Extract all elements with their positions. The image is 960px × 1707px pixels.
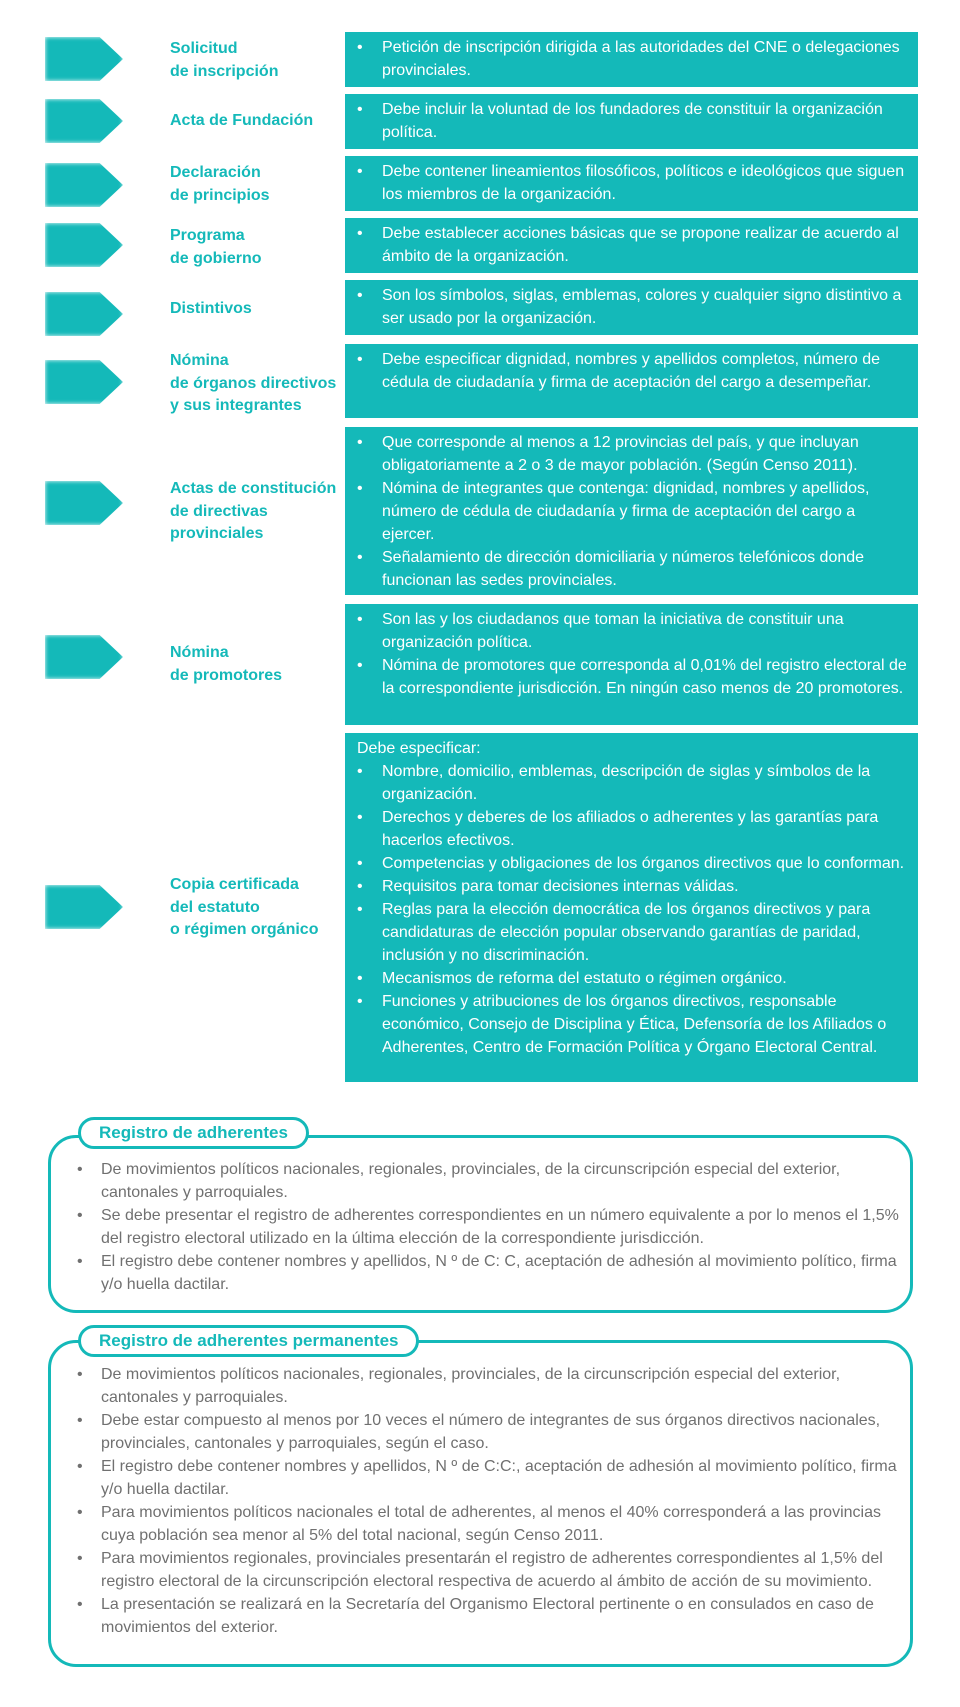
requirement-title-line: de directivas <box>170 502 268 520</box>
registry-bullet: • De movimientos políticos nacionales, regionales, provinciales, de la circunscripción especial del exterior, cantonales y parroquiales. <box>51 1158 910 1204</box>
requirement-bullet-list <box>357 348 912 394</box>
arrow-icon <box>45 37 123 81</box>
requirement-title <box>170 225 345 270</box>
arrow-icon <box>45 635 123 679</box>
requirement-detail-box <box>345 156 918 211</box>
requirement-title-line: de gobierno <box>170 249 262 267</box>
requirement-bullet: • Nombre, domicilio, emblemas, descripción de siglas y símbolos de la organización. <box>357 760 912 806</box>
requirement-bullet: • Mecanismos de reforma del estatuto o régimen orgánico. <box>357 967 912 990</box>
requirement-title <box>170 162 345 207</box>
requirement-bullet: • Funciones y atribuciones de los órganos directivos, responsable económico, Consejo de Disciplina y Ética, Defensoría de los Afiliados o Adherentes, Centro de Formación Política y Órgano Electoral Central. <box>357 990 912 1059</box>
requirement-detail-box <box>345 280 918 335</box>
requirement-detail-box <box>345 427 918 595</box>
requirement-title-line: Distintivos <box>170 300 252 317</box>
requirement-bullet: • Reglas para la elección democrática de los órganos directivos y para candidaturas de elección popular observando garantías de paridad, inclusión y no discriminación. <box>357 898 912 967</box>
arrow-icon <box>45 292 123 336</box>
requirement-bullet: • Son las y los ciudadanos que toman la iniciativa de constituir una organización política. <box>357 608 912 654</box>
requirement-title-line: Programa <box>170 227 245 244</box>
requirement-detail-box <box>345 94 918 149</box>
requirement-bullet: • Derechos y deberes de los afiliados o adherentes y las garantías para hacerlos efectivos. <box>357 806 912 852</box>
requirement-bullet-list <box>357 98 912 144</box>
registry-section <box>48 1340 913 1667</box>
registry-bullet: • De movimientos políticos nacionales, regionales, provinciales, de la circunscripción especial del exterior, cantonales y parroquiales. <box>51 1363 910 1409</box>
requirement-title-line: provinciales <box>170 525 264 542</box>
requirement-title-line: Actas de constitución <box>170 480 337 497</box>
requirement-bullet: • Debe especificar dignidad, nombres y apellidos completos, número de cédula de ciudadanía y firma de aceptación del cargo a desempeñar. <box>357 348 912 394</box>
arrow-icon <box>45 360 123 404</box>
registry-section <box>48 1135 913 1313</box>
registry-bullet: • Para movimientos regionales, provinciales presentarán el registro de adherentes correspondientes al 1,5% del registro electoral de la circunscripción electoral respectiva de acuerdo al ámbito de acción de su movimiento. <box>51 1547 910 1593</box>
requirement-title-line: y sus integrantes <box>170 397 302 414</box>
registry-section-title: Registro de adherentes permanentes <box>78 1325 419 1357</box>
requirement-title-line: Copia certificada <box>170 876 299 893</box>
requirement-bullet-list <box>357 284 912 330</box>
requirement-intro: Debe especificar: <box>357 740 481 757</box>
registry-bullet-list <box>51 1363 910 1639</box>
arrow-icon <box>45 481 123 525</box>
requirement-title-line: Nómina <box>170 644 229 661</box>
requirement-bullet: • Petición de inscripción dirigida a las autoridades del CNE o delegaciones provinciales. <box>357 36 912 82</box>
requirement-title <box>170 478 345 546</box>
requirement-bullet: • Competencias y obligaciones de los órganos directivos que lo conforman. <box>357 852 912 875</box>
requirement-detail-box <box>345 344 918 418</box>
requirement-title <box>170 298 345 321</box>
requirement-bullet: • Señalamiento de dirección domiciliaria y números telefónicos donde funcionan las sedes provinciales. <box>357 546 912 592</box>
requirement-bullet: • Debe incluir la voluntad de los fundadores de constituir la organización política. <box>357 98 912 144</box>
requirement-bullet-list <box>357 160 912 206</box>
arrow-icon <box>45 163 123 207</box>
requirement-bullet-list <box>357 431 912 592</box>
registry-bullet: • La presentación se realizará en la Secretaría del Organismo Electoral pertinente o en consulados en caso de movimientos del exterior. <box>51 1593 910 1639</box>
requirement-bullet: • Son los símbolos, siglas, emblemas, colores y cualquier signo distintivo a ser usado por la organización. <box>357 284 912 330</box>
arrow-icon <box>45 223 123 267</box>
requirement-detail-box <box>345 218 918 273</box>
requirement-bullet: • Que corresponde al menos a 12 provincias del país, y que incluyan obligatoriamente a 2 o 3 de mayor población. (Según Censo 2011). <box>357 431 912 477</box>
registry-bullet-list <box>51 1158 910 1296</box>
requirement-title-line: de órganos directivos <box>170 374 337 392</box>
requirement-title <box>170 350 345 418</box>
requirement-bullet-list <box>357 760 912 1059</box>
registry-bullet: • El registro debe contener nombres y apellidos, N º de C:C:, aceptación de adhesión al movimiento político, firma y/o huella dactilar. <box>51 1455 910 1501</box>
requirement-title-line: Solicitud <box>170 40 238 57</box>
requirement-title <box>170 642 345 687</box>
requirement-title <box>170 38 345 83</box>
requirement-title-line: de promotores <box>170 666 283 684</box>
registry-bullet: • Para movimientos políticos nacionales el total de adherentes, al menos el 40% corresponderá a las provincias cuya población sea menor al 5% del total nacional, según Censo 2011. <box>51 1501 910 1547</box>
requirement-bullet-list <box>357 222 912 268</box>
requirement-detail-box <box>345 604 918 725</box>
requirement-bullet: • Requisitos para tomar decisiones internas válidas. <box>357 875 912 898</box>
requirement-bullet: • Nómina de integrantes que contenga: dignidad, nombres y apellidos, número de cédula de ciudadanía y firma de aceptación del cargo a ejercer. <box>357 477 912 546</box>
requirement-bullet-list <box>357 608 912 700</box>
requirement-title-line: de inscripción <box>170 62 279 80</box>
requirement-bullet: • Debe contener lineamientos filosóficos, políticos e ideológicos que siguen los miembros de la organización. <box>357 160 912 206</box>
requirement-title <box>170 110 345 133</box>
requirement-detail-box <box>345 32 918 87</box>
registry-bullet: • El registro debe contener nombres y apellidos, N º de C: C, aceptación de adhesión al movimiento político, firma y/o huella dactilar. <box>51 1250 910 1296</box>
requirement-title-line: Nómina <box>170 352 229 369</box>
requirement-title-line: Acta de Fundación <box>170 112 314 129</box>
requirement-title-line: del estatuto <box>170 898 260 916</box>
registry-section-title: Registro de adherentes <box>78 1117 309 1149</box>
requirement-title-line: de principios <box>170 186 270 204</box>
requirement-title-line: Declaración <box>170 164 261 181</box>
arrow-icon <box>45 885 123 929</box>
registry-bullet: • Debe estar compuesto al menos por 10 veces el número de integrantes de sus órganos directivos nacionales, provinciales, cantonales y parroquiales, según el caso. <box>51 1409 910 1455</box>
requirement-title <box>170 874 345 942</box>
registry-bullet: • Se debe presentar el registro de adherentes correspondientes en un número equivalente a por lo menos el 1,5% del registro electoral utilizado en la última elección de la correspondiente jurisdicción. <box>51 1204 910 1250</box>
requirement-bullet: • Nómina de promotores que corresponda al 0,01% del registro electoral de la correspondiente jurisdicción. En ningún caso menos de 20 promotores. <box>357 654 912 700</box>
requirement-title-line: o régimen orgánico <box>170 921 319 938</box>
arrow-icon <box>45 99 123 143</box>
requirement-bullet-list <box>357 36 912 82</box>
requirement-detail-box <box>345 733 918 1082</box>
requirement-bullet: • Debe establecer acciones básicas que se propone realizar de acuerdo al ámbito de la organización. <box>357 222 912 268</box>
